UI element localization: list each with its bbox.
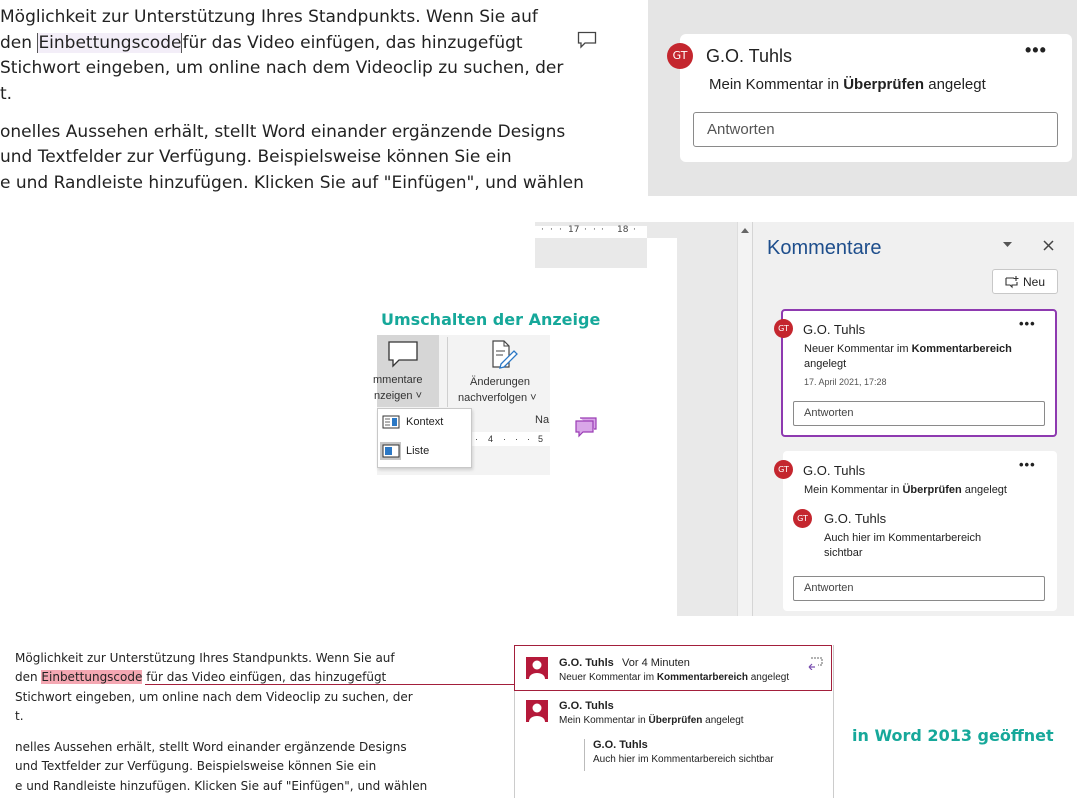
avatar [526, 700, 548, 722]
doc-line [15, 670, 386, 684]
comment-text: Mein Kommentar in Überprüfen angelegt [804, 484, 1007, 496]
context-view-icon [382, 415, 400, 429]
reply-input[interactable]: Antworten [793, 576, 1045, 601]
section-heading: Umschalten der Anzeige [381, 310, 601, 329]
doc-line: und Textfelder zur Verfügung. Beispielsweise können Sie ein [0, 147, 512, 167]
doc-line: e und Randleiste hinzufügen. Klicken Sie auf "Einfügen", und wählen [15, 779, 428, 793]
doc-line: und Textfelder zur Verfügung. Beispielsweise können Sie ein [15, 759, 377, 773]
avatar [526, 657, 548, 679]
scroll-up-icon[interactable] [740, 226, 750, 234]
comment-text: angelegt [804, 358, 847, 370]
button-label: nachverfolgen ˅ [458, 392, 537, 404]
menu-item-context[interactable] [379, 411, 470, 435]
comment-text: Mein Kommentar in Überprüfen angelegt [559, 715, 744, 726]
doc-text: den [0, 33, 38, 53]
reply-text: sichtbar [824, 547, 863, 559]
button-label: nzeigen ˅ [374, 390, 423, 402]
group-label: Na [535, 414, 550, 426]
more-options-icon[interactable]: ••• [1019, 316, 1036, 331]
reply-input[interactable]: Antworten [693, 112, 1058, 147]
menu-item-label: Liste [406, 445, 430, 457]
comment-author: G.O. Tuhls [706, 46, 793, 66]
comment-text: Neuer Kommentar im Kommentarbereich angelegt [559, 672, 790, 683]
ruler-label: 18 [617, 225, 629, 235]
section-label: in Word 2013 geöffnet [852, 726, 1054, 745]
avatar: GT [793, 509, 812, 528]
close-icon[interactable] [1043, 240, 1054, 251]
reply-icon[interactable] [806, 656, 824, 670]
chevron-down-icon[interactable] [1002, 241, 1013, 249]
ruler-label: 5 [538, 434, 544, 444]
reply-author: G.O. Tuhls [824, 511, 887, 526]
doc-line: Stichwort eingeben, um online nach dem Videoclip zu suchen, der [15, 690, 413, 704]
doc-line [0, 33, 523, 53]
doc-text: für das Video einfügen, das hinzugefügt [182, 33, 523, 53]
ruler-ticks: · [601, 225, 604, 235]
doc-text: den [15, 670, 42, 684]
show-comments-button[interactable] [373, 335, 439, 407]
ruler-ticks: · [633, 225, 636, 235]
comment-marker-icon[interactable] [577, 31, 597, 49]
comment-author: G.O. Tuhls [559, 657, 614, 669]
comments-bubble-icon[interactable] [574, 416, 598, 438]
menu-item-list[interactable] [379, 440, 470, 464]
more-options-icon[interactable]: ••• [1019, 457, 1036, 472]
list-view-icon [382, 444, 400, 458]
reply-author: G.O. Tuhls [593, 739, 648, 751]
reply-text: Auch hier im Kommentarbereich [824, 532, 982, 544]
doc-line: e und Randleiste hinzufügen. Klicken Sie auf "Einfügen", und wählen [0, 173, 584, 193]
ruler-ticks: · [541, 225, 544, 235]
new-comment-button[interactable] [992, 269, 1058, 294]
comment-connector-line [145, 684, 515, 685]
person-icon [526, 700, 548, 722]
new-button-label: Neu [1023, 275, 1046, 289]
doc-line: onelles Aussehen erhält, stellt Word einander ergänzende Designs [0, 122, 566, 142]
avatar: GT [774, 460, 793, 479]
comment-text: Mein Kommentar in Überprüfen angelegt [709, 76, 986, 93]
comment-author: G.O. Tuhls [803, 322, 866, 337]
page-edge [647, 238, 677, 616]
doc-line: t. [0, 84, 13, 104]
ruler-ticks: · [584, 225, 587, 235]
comment-text: Neuer Kommentar im Kommentarbereich [804, 343, 1012, 355]
reply-thread-line [584, 739, 585, 771]
more-options-icon[interactable]: ••• [1025, 40, 1047, 60]
ruler-label: 17 [568, 225, 580, 235]
doc-line: Möglichkeit zur Unterstützung Ihres Standpunkts. Wenn Sie auf [15, 651, 395, 665]
ribbon-divider [447, 337, 448, 407]
track-changes-icon [490, 339, 518, 371]
reply-text: Auch hier im Kommentarbereich sichtbar [593, 754, 774, 765]
comment-anchor-text[interactable]: Einbettungscode [38, 33, 182, 53]
ruler-ticks: · [559, 225, 562, 235]
comment-date: 17. April 2021, 17:28 [804, 377, 887, 387]
ruler-ticks: · [475, 434, 478, 444]
menu-item-label: Kontext [406, 416, 444, 428]
button-label: Änderungen [470, 376, 530, 388]
comment-anchor-text[interactable]: Einbettungscode [41, 670, 143, 684]
avatar: GT [667, 43, 693, 69]
person-icon [526, 657, 548, 679]
button-label: mmentare [373, 374, 423, 386]
doc-line: Stichwort eingeben, um online nach dem Videoclip zu suchen, der [0, 58, 564, 78]
comment-icon [387, 340, 419, 368]
ruler-ticks: · [550, 225, 553, 235]
vertical-scrollbar[interactable] [737, 222, 752, 616]
pane-title: Kommentare [767, 237, 882, 259]
doc-line: nelles Aussehen erhält, stellt Word einander ergänzende Designs [15, 740, 407, 754]
comment-time: Vor 4 Minuten [622, 657, 690, 669]
comment-author: G.O. Tuhls [559, 700, 614, 712]
reply-input[interactable]: Antworten [793, 401, 1045, 426]
doc-text: für das Video einfügen, das hinzugefügt [142, 670, 387, 684]
track-changes-button[interactable] [456, 337, 548, 407]
ruler-ticks: · [593, 225, 596, 235]
ruler-ticks: · [515, 434, 518, 444]
doc-line: Möglichkeit zur Unterstützung Ihres Standpunkts. Wenn Sie auf [0, 7, 538, 27]
avatar: GT [774, 319, 793, 338]
display-menu [377, 408, 472, 468]
new-comment-icon [1004, 275, 1020, 289]
comment-author: G.O. Tuhls [803, 463, 866, 478]
doc-line: t. [15, 709, 24, 723]
ruler-ticks: · [527, 434, 530, 444]
ruler-label: 4 [488, 434, 494, 444]
ruler-ticks: · [503, 434, 506, 444]
